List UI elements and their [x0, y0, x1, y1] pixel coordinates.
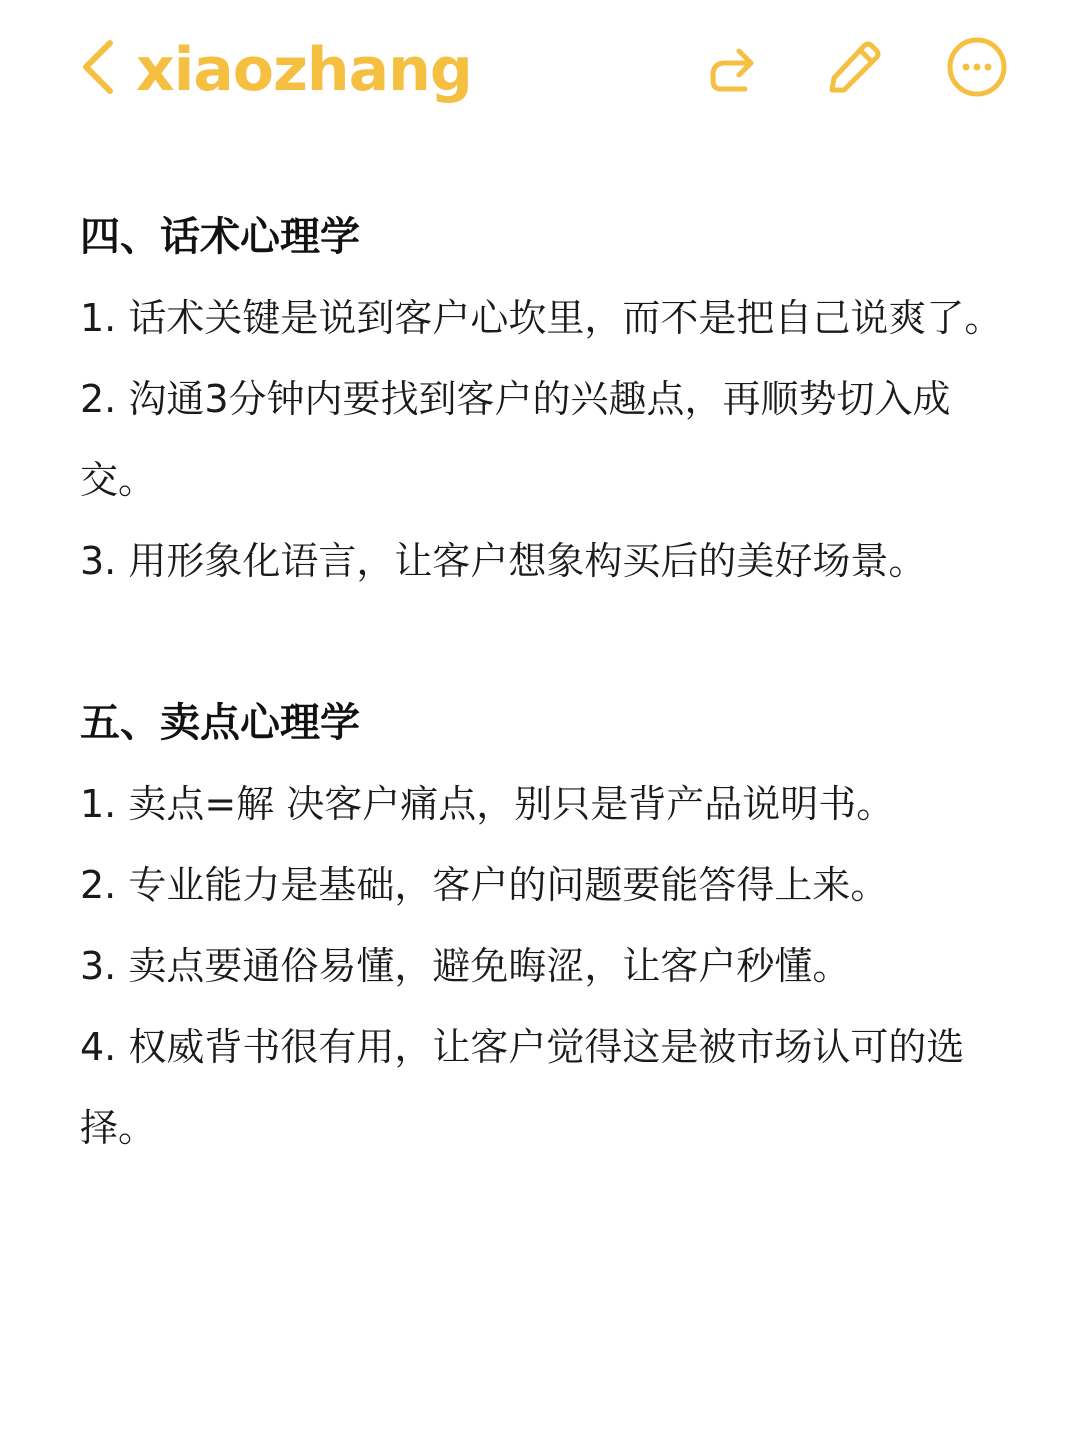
list-item: 2. 专业能力是基础，客户的问题要能答得上来。 — [80, 863, 889, 907]
more-circle-icon — [944, 34, 1010, 100]
note-body — [80, 196, 1020, 1169]
note-section — [80, 682, 1020, 1169]
section-heading: 五、卖点心理学 — [80, 700, 360, 746]
note-section — [80, 196, 1020, 602]
list-item: 4. 权威背书很有用，让客户觉得这是被市场认可的选择。 — [80, 1025, 965, 1150]
top-bar — [0, 0, 1080, 140]
share-forward-icon — [701, 37, 761, 97]
chevron-left-icon — [78, 39, 118, 95]
list-item: 3. 用形象化语言，让客户想象构买后的美好场景。 — [80, 539, 927, 583]
edit-button[interactable] — [820, 34, 886, 100]
share-button[interactable] — [698, 34, 764, 100]
back-button[interactable] — [74, 38, 122, 96]
list-item: 1. 卖点=解 决客户痛点，别只是背产品说明书。 — [80, 782, 895, 826]
section-heading: 四、话术心理学 — [80, 214, 360, 260]
more-button[interactable] — [944, 34, 1010, 100]
note-title: xiaozhang — [136, 35, 472, 105]
list-item: 3. 卖点要通俗易懂，避免晦涩，让客户秒懂。 — [80, 944, 851, 988]
list-item: 1. 话术关键是说到客户心坎里，而不是把自己说爽了。 — [80, 296, 1003, 340]
list-item: 2. 沟通3分钟内要找到客户的兴趣点，再顺势切入成交。 — [80, 377, 951, 502]
pencil-icon — [822, 36, 884, 98]
